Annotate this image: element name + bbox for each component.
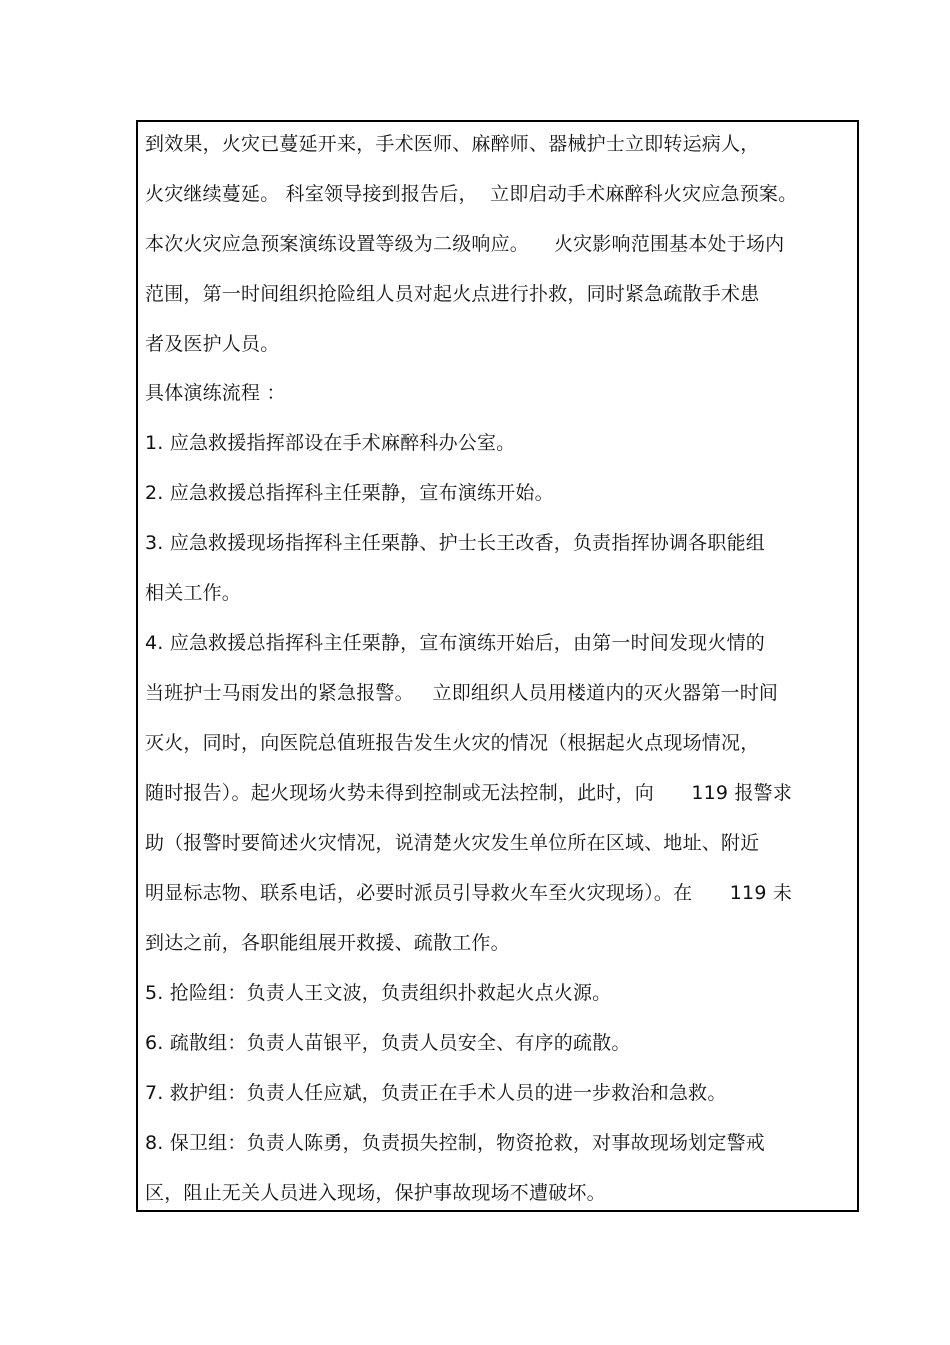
text-line: 7. 救护组：负责人任应斌，负责正在手术人员的进一步救治和急救。 (145, 1082, 727, 1104)
text-line: 4. 应急救援总指挥科主任栗静，宣布演练开始后，由第一时间发现火情的 (145, 632, 765, 654)
text-line: 助（报警时要简述火灾情况，说清楚火灾发生单位所在区域、地址、附近 (145, 832, 760, 854)
text-line: 3. 应急救援现场指挥科主任栗静、护士长王改香，负责指挥协调各职能组 (145, 532, 765, 554)
text-line: 2. 应急救援总指挥科主任栗静，宣布演练开始。 (145, 482, 554, 504)
text-line: 随时报告）。起火现场火势未得到控制或无法控制，此时，向 119 报警求 (145, 782, 793, 804)
text-line: 当班护士马雨发出的紧急报警。 立即组织人员用楼道内的灭火器第一时间 (145, 682, 779, 704)
text-line: 区，阻止无关人员进入现场，保护事故现场不遭破坏。 (145, 1182, 606, 1204)
text-line: 1. 应急救援指挥部设在手术麻醉科办公室。 (145, 432, 516, 454)
text-line: 范围，第一时间组织抢险组人员对起火点进行扑救，同时紧急疏散手术患 (145, 283, 760, 305)
text-line: 明显标志物、联系电话，必要时派员引导救火车至火灾现场）。在 119 未 (145, 882, 793, 904)
text-line: 本次火灾应急预案演练设置等级为二级响应。 火灾影响范围基本处于场内 (145, 233, 785, 255)
text-line: 火灾继续蔓延。 科室领导接到报告后， 立即启动手术麻醉科火灾应急预案。 (145, 183, 798, 205)
text-line: 相关工作。 (145, 582, 242, 604)
text-line: 6. 疏散组：负责人苗银平，负责人员安全、有序的疏散。 (145, 1032, 631, 1054)
text-line: 8. 保卫组：负责人陈勇，负责损失控制，物资抢救，对事故现场划定警戒 (145, 1132, 765, 1154)
text-line: 到达之前，各职能组展开救援、疏散工作。 (145, 932, 510, 954)
text-line: 到效果，火灾已蔓延开来，手术医师、麻醉师、器械护士立即转运病人， (145, 133, 760, 155)
text-line: 者及医护人员。 (145, 333, 280, 355)
text-line: 具体演练流程 ： (145, 382, 286, 404)
text-line: 灭火，同时，向医院总值班报告发生火灾的情况（根据起火点现场情况， (145, 732, 760, 754)
text-line: 5. 抢险组：负责人王文波，负责组织扑救起火点火源。 (145, 982, 612, 1004)
